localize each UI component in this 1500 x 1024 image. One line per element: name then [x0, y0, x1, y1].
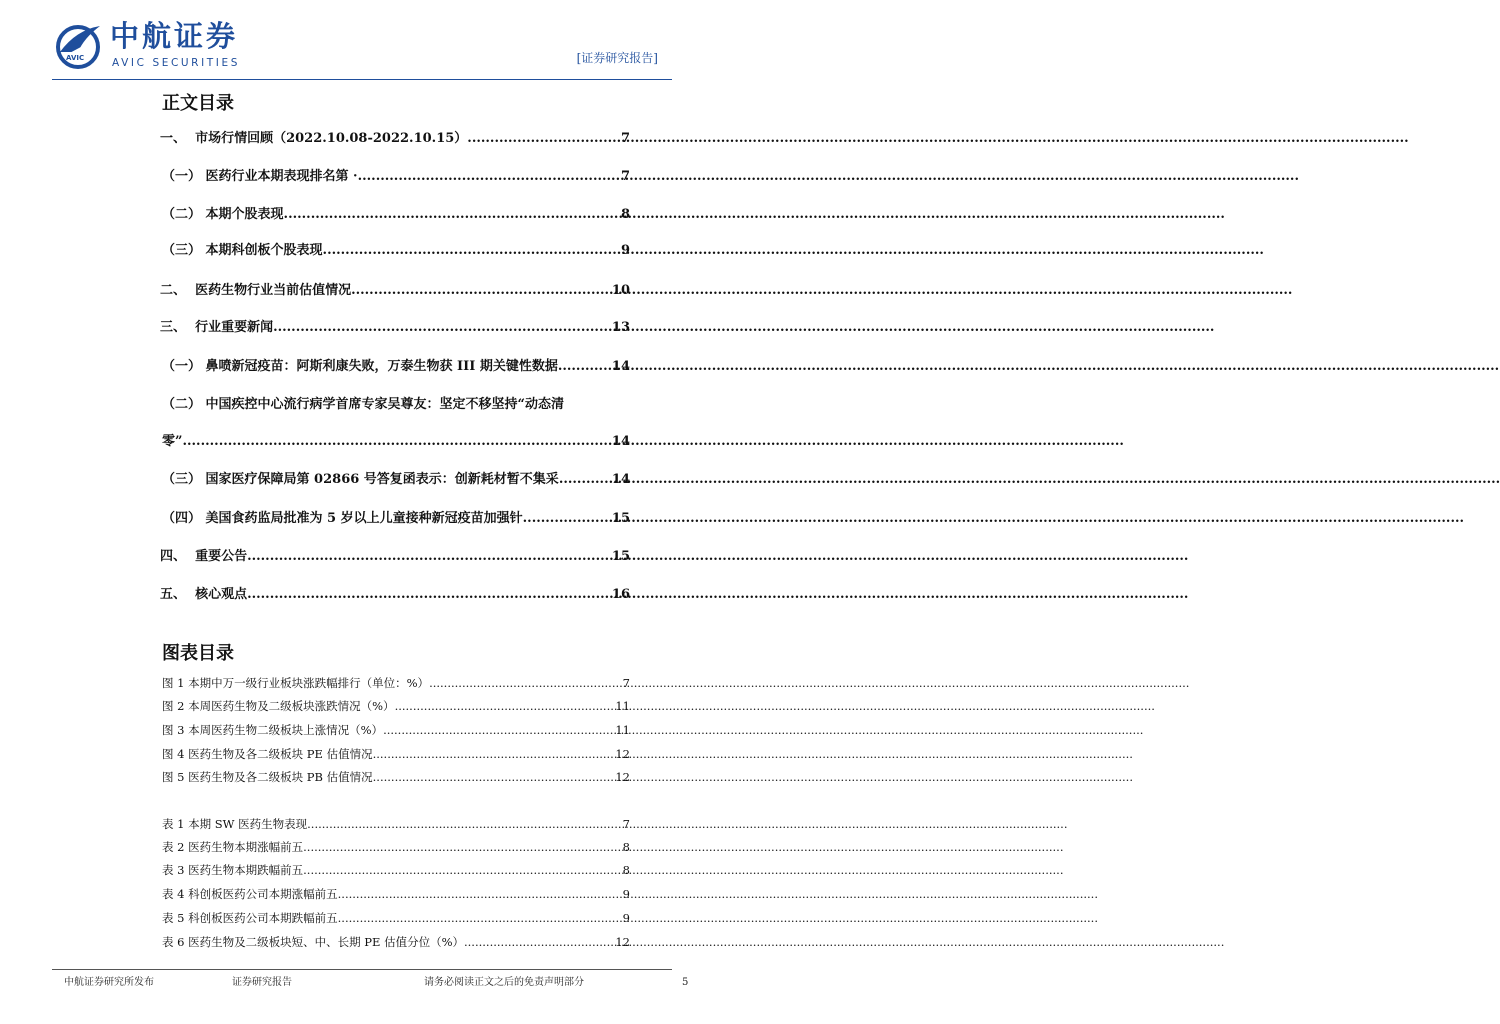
brand-name-en: AVIC SECURITIES [112, 57, 240, 69]
logo-text: AVIC [66, 54, 85, 62]
dot-leader [338, 910, 623, 927]
table-list-item-text: 表 1 本期 SW 医药生物表现 [162, 817, 308, 831]
chart-list-item-page: 12 [615, 747, 630, 761]
dot-leader [467, 129, 621, 149]
dot-leader [303, 839, 623, 856]
toc-entry-text: 行业重要新闻 [195, 320, 274, 335]
toc-entry[interactable] [162, 205, 630, 225]
toc-entry-number: （二） [162, 207, 206, 222]
toc-entry-page: 9 [620, 243, 630, 258]
dot-leader [247, 585, 612, 605]
table-list-item-page: 8 [622, 863, 630, 877]
toc-entry-page: 14 [611, 472, 630, 487]
toc-entry-text: 本期个股表现 [205, 207, 284, 222]
dot-leader [558, 357, 612, 377]
toc-entry-number: （四） [162, 511, 206, 526]
table-list-item[interactable] [162, 839, 630, 856]
dot-leader [284, 205, 621, 225]
dot-leader [383, 722, 615, 739]
chart-list-item[interactable] [162, 698, 630, 715]
chart-list-item[interactable] [162, 769, 630, 786]
table-list-item[interactable] [162, 886, 630, 903]
dot-leader [358, 167, 621, 187]
toc-entry-text: 市场行情回顾（2022.10.08-2022.10.15） [195, 131, 468, 146]
toc-entry-continuation[interactable] [162, 432, 630, 452]
toc-entry-text: 零” [162, 434, 183, 449]
chart-list-item-text: 图 2 本周医药生物及二级板块涨跌情况（%） [162, 699, 395, 713]
dot-leader [373, 769, 616, 786]
header-divider [52, 79, 672, 80]
toc-entry-number: 一、 [160, 131, 196, 146]
toc-entry[interactable] [160, 547, 630, 567]
table-list-item-page: 9 [622, 887, 630, 901]
toc-entry-text: 国家医疗保障局第 02866 号答复函表示：创新耗材暂不集采 [205, 472, 559, 487]
figures-title: 图表目录 [162, 643, 234, 664]
toc-entry-text: 美国食药监局批准为 5 岁以上儿童接种新冠疫苗加强针 [205, 511, 523, 526]
toc-entry-text: 本期科创板个股表现 [205, 243, 323, 258]
toc-entry-text: 重要公告 [195, 549, 248, 564]
table-list-item-page: 7 [622, 817, 630, 831]
dot-leader [247, 547, 612, 567]
toc-entry-text: 中国疾控中心流行病学首席专家吴尊友：坚定不移坚持“动态清 [205, 397, 565, 412]
table-list-item-text: 表 3 医药生物本期跌幅前五 [162, 863, 304, 877]
dot-leader [464, 934, 615, 951]
table-list-item-page: 9 [622, 911, 630, 925]
toc-entry[interactable] [160, 129, 630, 149]
toc-entry[interactable] [162, 470, 630, 490]
table-list-item-page: 12 [615, 935, 630, 949]
toc-entry[interactable] [162, 509, 630, 529]
chart-list-item-page: 12 [615, 770, 630, 784]
dot-leader [182, 432, 611, 452]
toc-entry-number: （三） [162, 472, 206, 487]
toc-entry-number: （一） [162, 359, 206, 374]
toc-entry[interactable] [160, 281, 630, 301]
dot-leader [303, 862, 623, 879]
table-list-item-text: 表 5 科创板医药公司本期跌幅前五 [162, 911, 338, 925]
table-list-item-page: 8 [622, 840, 630, 854]
table-list-item[interactable] [162, 816, 630, 833]
toc-entry-number: 二、 [160, 283, 196, 298]
toc-entry-page: 14 [611, 359, 630, 374]
toc-entry-page: 16 [611, 587, 630, 602]
toc-entry[interactable] [162, 357, 630, 377]
chart-list-item[interactable] [162, 675, 630, 692]
dot-leader [323, 241, 621, 261]
table-list-item[interactable] [162, 862, 630, 879]
toc-entry-wrapped[interactable] [162, 395, 564, 415]
toc-entry-number: 三、 [160, 320, 196, 335]
chart-list-item-text: 图 3 本周医药生物二级板块上涨情况（%） [162, 723, 384, 737]
footer-publisher: 中航证券研究所发布 [64, 977, 154, 988]
dot-leader [429, 675, 623, 692]
footer-doc-type: 证券研究报告 [232, 977, 292, 988]
dot-leader [559, 470, 612, 490]
toc-entry-page: 10 [611, 283, 630, 298]
chart-list-item-page: 7 [622, 676, 630, 690]
footer-page-number: 5 [682, 977, 689, 988]
toc-entry-page: 15 [611, 511, 630, 526]
dot-leader [373, 746, 616, 763]
chart-list-item-page: 11 [615, 723, 630, 737]
report-type-label: [证券研究报告] [576, 51, 658, 65]
table-list-item[interactable] [162, 934, 630, 951]
toc-title: 正文目录 [162, 93, 234, 114]
toc-entry[interactable] [162, 167, 630, 187]
toc-entry-text: 医药生物行业当前估值情况 [195, 283, 352, 298]
toc-entry-page: 13 [611, 320, 630, 335]
dot-leader [338, 886, 623, 903]
toc-entry-number: （三） [162, 243, 206, 258]
toc-entry-text: 鼻喷新冠疫苗：阿斯利康失败，万泰生物获 III 期关键性数据 [205, 359, 558, 374]
dot-leader [307, 816, 623, 833]
toc-entry-number: 四、 [160, 549, 196, 564]
table-list-item-text: 表 6 医药生物及二级板块短、中、长期 PE 估值分位（%） [162, 935, 464, 949]
toc-entry-number: （一） [162, 169, 206, 184]
dot-leader [395, 698, 616, 715]
avic-logo-icon [54, 22, 102, 70]
toc-entry-page: 7 [620, 131, 630, 146]
toc-entry-page: 14 [611, 434, 630, 449]
dot-leader [273, 318, 612, 338]
chart-list-item-text: 图 4 医药生物及各二级板块 PE 估值情况 [162, 747, 373, 761]
chart-list-item-page: 11 [615, 699, 630, 713]
toc-entry-number: （二） [162, 397, 206, 412]
chart-list-item[interactable] [162, 722, 630, 739]
dot-leader [351, 281, 612, 301]
chart-list-item[interactable] [162, 746, 630, 763]
dot-leader [523, 509, 612, 529]
chart-list-item-text: 图 1 本期中万一级行业板块涨跌幅排行（单位：%） [162, 676, 430, 690]
toc-entry-text: 医药行业本期表现排名第 · [205, 169, 358, 184]
chart-list-item-text: 图 5 医药生物及各二级板块 PB 估值情况 [162, 770, 373, 784]
toc-entry[interactable] [160, 585, 630, 605]
footer-divider [52, 969, 672, 970]
table-list-item-text: 表 4 科创板医药公司本期涨幅前五 [162, 887, 338, 901]
table-list-item-text: 表 2 医药生物本期涨幅前五 [162, 840, 304, 854]
toc-entry-page: 15 [611, 549, 630, 564]
page-header [0, 0, 724, 84]
toc-entry-text: 核心观点 [195, 587, 248, 602]
toc-entry[interactable] [162, 241, 630, 261]
toc-entry-number: 五、 [160, 587, 196, 602]
toc-entry[interactable] [160, 318, 630, 338]
footer-disclaimer: 请务必阅读正文之后的免责声明部分 [424, 977, 584, 988]
table-list-item[interactable] [162, 910, 630, 927]
toc-entry-page: 7 [620, 169, 630, 184]
toc-entry-page: 8 [620, 207, 630, 222]
brand-name-cn: 中航证券 [110, 19, 239, 53]
